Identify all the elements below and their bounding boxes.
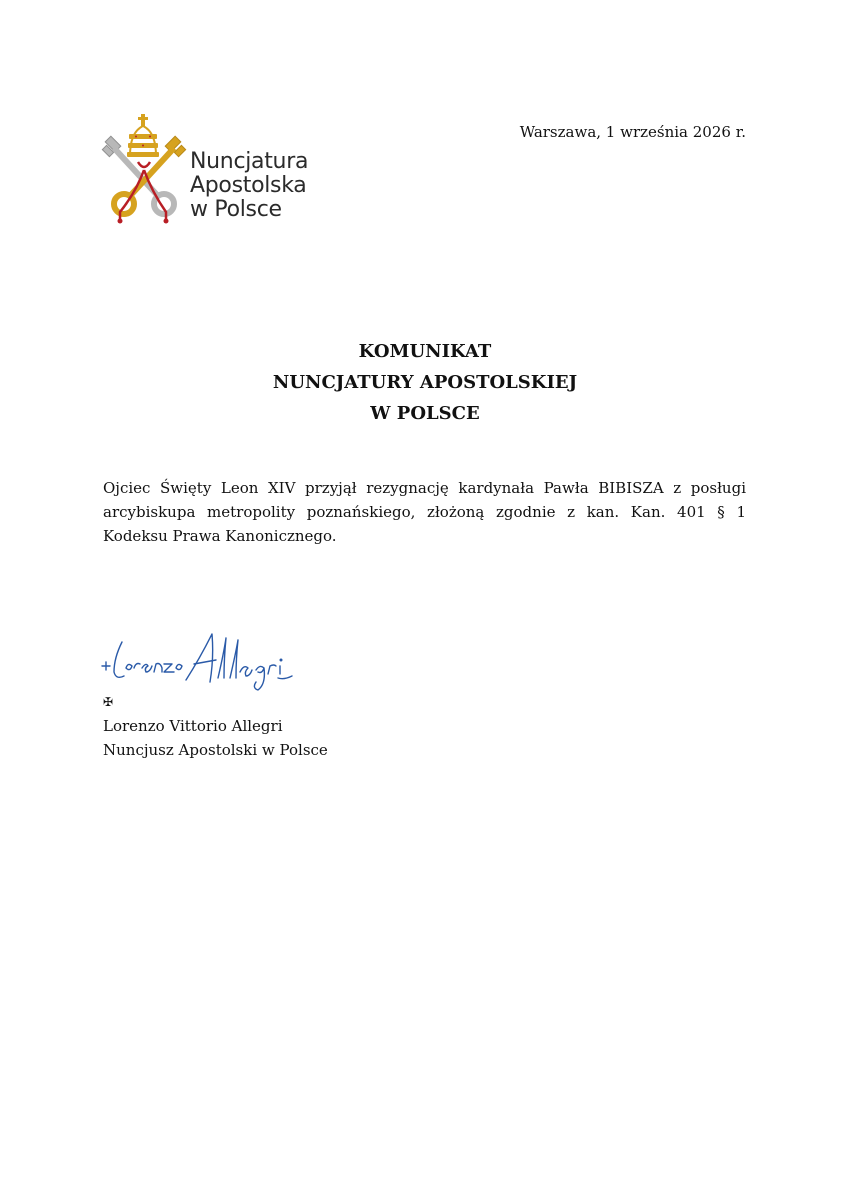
document-date: Warszawa, 1 września 2026 r. (519, 123, 746, 141)
title-line-1: KOMUNIKAT (358, 341, 492, 362)
signer-block (103, 690, 328, 762)
logo-line-3: w Polsce (190, 197, 282, 222)
document-title (0, 336, 850, 429)
papal-emblem-icon (100, 112, 188, 224)
logo-line-2: Apostolska (190, 173, 307, 198)
signer-name-line (103, 690, 328, 738)
nunciature-logo (100, 112, 330, 230)
announcement-paragraph: Ojciec Święty Leon XIV przyjął rezygnację kardynała Pawła BIBISZA z posługi arcybiskupa metropolity poznańskiego, złożoną zgodnie z kan. Kan. 401 § 1 Kodeksu Prawa Kanonicznego. (103, 479, 746, 545)
title-line-2: NUNCJATURY APOSTOLSKIEJ (272, 372, 578, 393)
logo-line-1: Nuncjatura (190, 149, 309, 174)
signer-name: Lorenzo Vittorio Allegri (103, 717, 283, 735)
cross-icon: ✠ (103, 695, 114, 709)
title-line-3: W POLSCE (370, 403, 480, 424)
logo-wordmark (190, 150, 308, 222)
signer-role: Nuncjusz Apostolski w Polsce (103, 741, 328, 759)
handwritten-signature-icon (100, 628, 300, 692)
